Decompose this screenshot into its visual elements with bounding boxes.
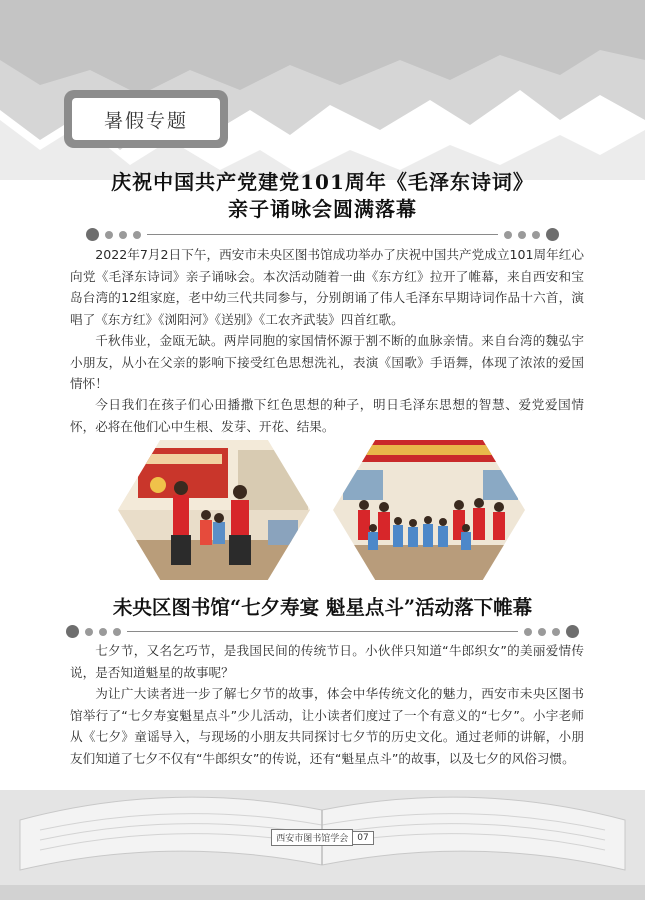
divider-dot xyxy=(538,628,546,636)
event-photo-stage xyxy=(118,440,310,580)
photo-group-illustration xyxy=(333,440,525,580)
page-number: 07 xyxy=(353,831,373,845)
divider-dot xyxy=(99,628,107,636)
event-photo-group xyxy=(333,440,525,580)
divider-line xyxy=(147,234,498,236)
divider-dot xyxy=(566,625,579,638)
divider-line xyxy=(127,631,518,633)
article1-title-line2: 亲子诵咏会圆满落幕 xyxy=(228,197,417,221)
divider-dot xyxy=(113,628,121,636)
divider-dot xyxy=(133,231,141,239)
article2-paragraph: 为让广大读者进一步了解七夕节的故事，体会中华传统文化的魅力，西安市未央区图书馆举行了“七夕寿宴魁星点斗”少儿活动，让小读者们度过了一个有意义的“七夕”。小宇老师从《七夕》童谣导入，与现场的小朋友共同探讨七夕节的历史文化。通过老师的讲解，小朋友们知道了七夕不仅有“牛郎织女”的传说，还有“魁星点斗”的故事，以及七夕的风俗习惯。 xyxy=(70,686,584,766)
footer-publisher: 西安市图书馆学会 xyxy=(271,829,353,846)
divider-dot xyxy=(546,228,559,241)
section-tag-label: 暑假专题 xyxy=(72,98,220,140)
article2-paragraph: 七夕节，又名乞巧节，是我国民间的传统节日。小伙伴只知道“牛郎织女”的美丽爱情传说，是否知道魁星的故事呢？ xyxy=(70,643,584,680)
photo-stage-illustration xyxy=(118,440,310,580)
title-divider xyxy=(86,228,559,241)
article1-paragraph: 千秋伟业，金瓯无缺。两岸同胞的家国情怀源于割不断的血脉亲情。来自台湾的魏弘宇小朋友，从小在父亲的影响下接受红色思想洗礼，表演《国歌》手语舞，体现了浓浓的爱国情怀！ xyxy=(70,333,584,391)
divider-dot xyxy=(524,628,532,636)
article1-title-line1: 庆祝中国共产党建党101周年《毛泽东诗词》 xyxy=(111,170,534,194)
divider-dot xyxy=(518,231,526,239)
divider-dot xyxy=(119,231,127,239)
article1-paragraph: 2022年7月2日下午，西安市未央区图书馆成功举办了庆祝中国共产党成立101周年红心向党《毛泽东诗词》亲子诵咏会。本次活动随着一曲《东方红》拉开了帷幕，来自西安和宝岛台湾的12组家庭，老中幼三代共同参与，分别朗诵了伟人毛泽东早期诗词作品十六首，演唱了《东方红》《浏阳河》《送别》《工农齐武装》四首红歌。 xyxy=(70,247,584,327)
divider-dot xyxy=(504,231,512,239)
title-divider xyxy=(66,625,579,638)
divider-dot xyxy=(86,228,99,241)
divider-dot xyxy=(532,231,540,239)
divider-dot xyxy=(105,231,113,239)
divider-dot xyxy=(66,625,79,638)
article2-title: 未央区图书馆“七夕寿宴 魁星点斗”活动落下帷幕 xyxy=(112,596,533,619)
article1-paragraph: 今日我们在孩子们心田播撒下红色思想的种子，明日毛泽东思想的智慧、爱党爱国情怀，必将在他们心中生根、发芽、开花、结果。 xyxy=(70,397,584,434)
page-footer xyxy=(0,829,645,846)
divider-dot xyxy=(85,628,93,636)
divider-dot xyxy=(552,628,560,636)
section-tag xyxy=(64,90,228,148)
